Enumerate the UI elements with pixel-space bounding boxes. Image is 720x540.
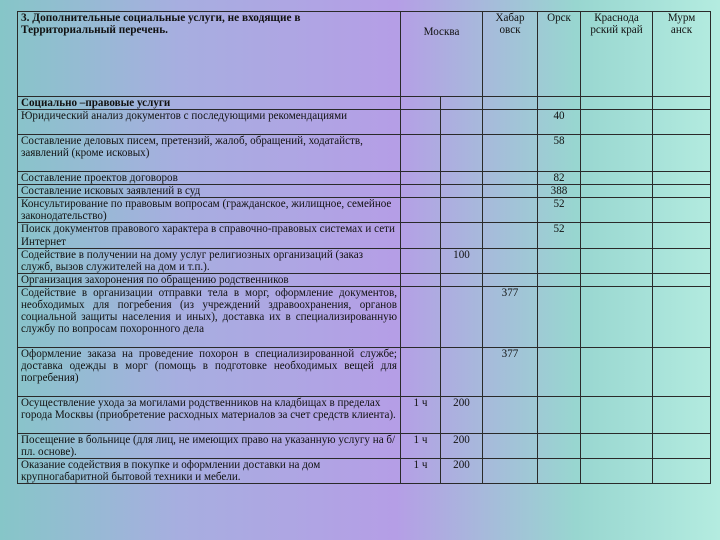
- orsk-price: 82: [538, 172, 581, 185]
- moscow-price: 200: [441, 396, 483, 433]
- unit-cell: [401, 223, 441, 248]
- orsk-price: [538, 286, 581, 347]
- unit-cell: 1 ч: [401, 433, 441, 458]
- khabarovsk-price: [483, 248, 538, 273]
- unit-cell: [401, 273, 441, 286]
- orsk-price: 388: [538, 185, 581, 198]
- unit-cell: [401, 172, 441, 185]
- table-row: [18, 135, 711, 172]
- service-name: Юридический анализ документов с последующими рекомендациями: [18, 110, 401, 135]
- khabarovsk-price: [483, 223, 538, 248]
- table-row: [18, 223, 711, 248]
- unit-cell: [401, 135, 441, 172]
- moscow-price: [441, 347, 483, 396]
- header-murmansk: Мурм анск: [653, 12, 711, 97]
- unit-cell: [401, 198, 441, 223]
- moscow-price: [441, 185, 483, 198]
- moscow-price: [441, 198, 483, 223]
- khabarovsk-price: [483, 185, 538, 198]
- service-name: Содействие в организации отправки тела в морг, оформление документов, необходимых для погребения (из учреждений здравоохранения, органов социальной защиты населения и иных), доставка их в специализированную службу по вопросам похоронного дела: [18, 286, 401, 347]
- khabarovsk-price: [483, 433, 538, 458]
- service-name: Консультирование по правовым вопросам (гражданское, жилищное, семейное законодательство): [18, 198, 401, 223]
- moscow-price: [441, 135, 483, 172]
- moscow-price: 200: [441, 459, 483, 484]
- moscow-price: 200: [441, 433, 483, 458]
- service-name: Посещение в больнице (для лиц, не имеющих право на указанную услугу на б/пл. основе).: [18, 433, 401, 458]
- unit-cell: [401, 110, 441, 135]
- service-name: Составление деловых писем, претензий, жалоб, обращений, ходатайств, заявлений (кроме исковых): [18, 135, 401, 172]
- table-row: [18, 172, 711, 185]
- unit-cell: [401, 248, 441, 273]
- unit-cell: 1 ч: [401, 396, 441, 433]
- service-name: Оказание содействия в покупке и оформлении доставки на дом крупногабаритной бытовой техники и мебели.: [18, 459, 401, 484]
- header-krasnodar: Краснода рский край: [581, 12, 653, 97]
- table-row: [18, 459, 711, 484]
- table-row: [18, 185, 711, 198]
- unit-cell: [401, 286, 441, 347]
- khabarovsk-price: [483, 110, 538, 135]
- orsk-price: [538, 248, 581, 273]
- moscow-price: [441, 223, 483, 248]
- khabarovsk-price: [483, 459, 538, 484]
- orsk-price: 52: [538, 223, 581, 248]
- table-row: [18, 433, 711, 458]
- unit-cell: [401, 347, 441, 396]
- orsk-price: 40: [538, 110, 581, 135]
- table-row: [18, 273, 711, 286]
- orsk-price: 58: [538, 135, 581, 172]
- table-row: [18, 286, 711, 347]
- orsk-price: [538, 273, 581, 286]
- section-title: Социально –правовые услуги: [18, 97, 401, 110]
- table-row: [18, 198, 711, 223]
- khabarovsk-price: [483, 198, 538, 223]
- service-name: Осуществление ухода за могилами родственников на кладбищах в пределах города Москвы (приобретение расходных материалов за счет средств клиента).: [18, 396, 401, 433]
- moscow-price: [441, 110, 483, 135]
- khabarovsk-price: [483, 135, 538, 172]
- header-orsk: Орск: [538, 12, 581, 97]
- service-name: Поиск документов правового характера в справочно-правовых системах и сети Интернет: [18, 223, 401, 248]
- table-row: [18, 110, 711, 135]
- services-table: [17, 11, 711, 484]
- khabarovsk-price: 377: [483, 286, 538, 347]
- service-name: Оформление заказа на проведение похорон в специализированной службе; доставка одежды в морг (помощь в подготовке необходимых вещей для погребения): [18, 347, 401, 396]
- orsk-price: [538, 347, 581, 396]
- table-row: [18, 248, 711, 273]
- orsk-price: [538, 433, 581, 458]
- service-name: Составление проектов договоров: [18, 172, 401, 185]
- moscow-price: 100: [441, 248, 483, 273]
- service-name: Организация захоронения по обращению родственников: [18, 273, 401, 286]
- service-name: Составление исковых заявлений в суд: [18, 185, 401, 198]
- table-row: [18, 347, 711, 396]
- table-row: [18, 396, 711, 433]
- moscow-price: [441, 273, 483, 286]
- khabarovsk-price: [483, 172, 538, 185]
- table-title: 3. Дополнительные социальные услуги, не входящие в Территориальный перечень.: [18, 12, 401, 97]
- orsk-price: [538, 396, 581, 433]
- moscow-price: [441, 286, 483, 347]
- header-khabarovsk: Хабар овск: [483, 12, 538, 97]
- unit-cell: [401, 185, 441, 198]
- header-moscow: Москва: [401, 12, 483, 97]
- unit-cell: 1 ч: [401, 459, 441, 484]
- khabarovsk-price: [483, 396, 538, 433]
- header-row: [18, 12, 711, 97]
- orsk-price: 52: [538, 198, 581, 223]
- section-row: [18, 97, 711, 110]
- khabarovsk-price: [483, 273, 538, 286]
- moscow-price: [441, 172, 483, 185]
- service-name: Содействие в получении на дому услуг религиозных организаций (заказ служб, вызов служителей на дом и т.п.).: [18, 248, 401, 273]
- orsk-price: [538, 459, 581, 484]
- khabarovsk-price: 377: [483, 347, 538, 396]
